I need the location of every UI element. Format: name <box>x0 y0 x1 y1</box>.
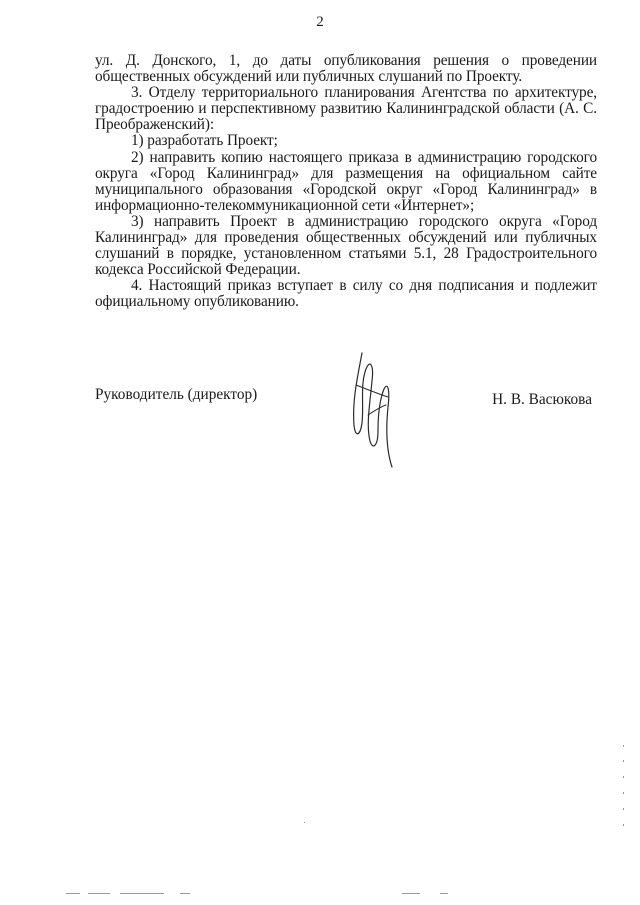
paragraph-subitem-2: 2) направить копию настоящего приказа в администрацию городского округа «Город Калининград» для размещения на официальном сайте муниципального образования «Городской округ «Город Калининград» в информационно-телекоммуникационной сети «Интернет»; <box>95 148 597 214</box>
paragraph-item-4: 4. Настоящий приказ вступает в силу со дня подписания и подлежит официальному опубликованию. <box>95 277 597 311</box>
paragraph-item-3: 3. Отделу территориального планирования Агентства по архитектуре, градостроению и перспективному развитию Калининградской области (А. С. Преображенский): <box>95 84 597 134</box>
paragraph-continuation: ул. Д. Донского, 1, до даты опубликования решения о проведении общественных обсуждений или публичных слушаний по Проекту. <box>95 52 597 86</box>
paragraph-subitem-1: 1) разработать Проект; <box>131 132 278 150</box>
document-body <box>95 53 597 311</box>
handwritten-signature <box>340 345 410 475</box>
signatory-name: Н. В. Васюкова <box>492 391 592 408</box>
signatory-title: Руководитель (директор) <box>95 386 258 403</box>
page-number: 2 <box>316 14 324 30</box>
paragraph-subitem-3: 3) направить Проект в администрацию городского округа «Город Калининград» для проведения общественных обсуждений или публичных слушаний в порядке, установленном статьями 5.1, 28 Градостроительного кодекса Российской Федерации. <box>95 212 597 279</box>
